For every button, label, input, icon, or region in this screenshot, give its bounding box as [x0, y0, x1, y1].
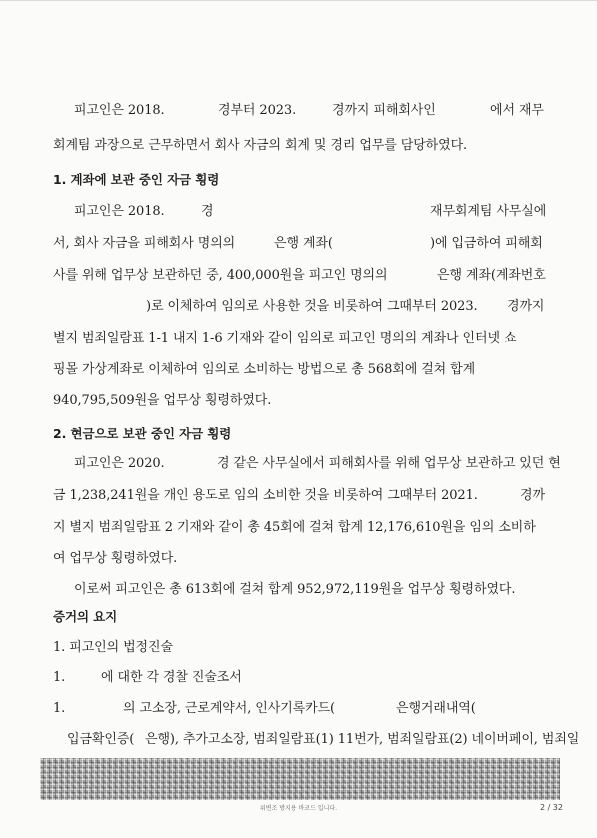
evidence-item-1	[53, 640, 173, 656]
text: 피고인은 2018.	[74, 103, 165, 118]
sec2-line-2a	[53, 488, 478, 504]
sec1-line-2a	[53, 236, 235, 252]
evidence-item-3c	[396, 701, 476, 717]
text: 경까	[520, 488, 545, 503]
barcode-caption: 위변조 방지용 바코드 입니다.	[259, 805, 338, 812]
page-number: 2 / 32	[539, 803, 563, 812]
text: 사를 위해 업무상 보관하던 중, 400,000원을 피고인 명의의	[53, 268, 388, 283]
sec2-line-1b	[217, 456, 561, 472]
intro-line-1c	[332, 103, 436, 119]
sec1-line-3b	[437, 268, 546, 284]
text: 1. 피고인의 법정진술	[53, 640, 173, 655]
text: 핑몰 가상계좌로 이체하여 임의로 소비하는 방법으로 총 568회에 걸쳐 합계	[53, 362, 476, 377]
text: 경까지 피해회사인	[332, 103, 436, 118]
text: 서, 회사 자금을 피해회사 명의의	[53, 236, 236, 251]
text: 경부터 2023.	[218, 103, 297, 118]
evidence-item-3-num	[53, 701, 65, 717]
text: 재무회계팀 사무실에	[430, 204, 547, 219]
sec1-line-3a	[53, 268, 387, 284]
text: 은행 계좌(계좌번호	[437, 268, 546, 283]
scan-edge	[0, 0, 597, 1]
sec1-line-2c	[430, 236, 543, 252]
text: 금 1,238,241원을 개인 용도로 임의 소비한 것을 비롯하여 그때부터 2021.	[53, 488, 478, 503]
text: 피고인은 2018.	[74, 204, 165, 219]
text: 입금확인증(	[67, 732, 135, 747]
evidence-heading	[53, 609, 117, 625]
intro-line-1d	[490, 103, 544, 119]
text: 증거의 요지	[53, 609, 118, 624]
sec1-line-2b	[274, 236, 333, 252]
sec1-line-1c	[430, 204, 546, 220]
text: 경 같은 사무실에서 피해회사를 위해 업무상 보관하고 있던 현	[217, 456, 561, 471]
sec1-line-5	[53, 331, 516, 347]
evidence-item-2	[101, 670, 242, 686]
text: 경	[201, 204, 214, 219]
text: 별지 범죄일람표 1-1 내지 1-6 기재와 같이 임의로 피고인 명의의 계좌나 인터넷 쇼	[53, 331, 517, 346]
text: 은행), 추가고소장, 범죄일람표(1) 11번가, 범죄일람표(2) 네이버페이, 범죄일	[145, 732, 580, 747]
sec2-line-2b	[520, 488, 545, 504]
sec2-line-3	[53, 520, 536, 536]
sec2-line-1a	[74, 456, 165, 472]
sec1-line-6	[53, 362, 475, 378]
text: 1.	[53, 670, 66, 685]
text: 에서 재무	[490, 103, 544, 118]
intro-line-2	[53, 138, 467, 154]
text: 은행 계좌(	[274, 236, 333, 251]
text: )에 입금하여 피해회	[430, 236, 543, 251]
text: )로 이체하여 임의로 사용한 것을 비롯하여 그때부터 2023.	[146, 299, 478, 314]
text: 지 별지 범죄일람표 2 기재와 같이 총 45회에 걸쳐 합계 12,176,610원을 임의 소비하	[53, 520, 536, 535]
sec1-line-4a	[146, 299, 478, 315]
text: 에 대한 각 경찰 진술조서	[101, 670, 242, 685]
text: 은행거래내역(	[396, 701, 476, 716]
intro-line-1	[74, 103, 165, 119]
text: 1.	[53, 701, 66, 716]
evidence-item-2-num	[53, 670, 65, 686]
text: 이로써 피고인은 총 613회에 걸쳐 합계 952,972,119원을 업무상 횡령하였다.	[74, 582, 516, 597]
evidence-item-4b	[145, 732, 579, 748]
text: 2. 현금으로 보관 중인 자금 횡령	[53, 426, 232, 441]
text: 회계팀 과장으로 근무하면서 회사 자금의 회계 및 경리 업무를 담당하였다.	[53, 138, 468, 153]
evidence-item-3	[123, 701, 335, 717]
section-2-heading	[53, 426, 231, 442]
text: 의 고소장, 근로계약서, 인사기록카드(	[123, 701, 336, 716]
text: 1. 계좌에 보관 중인 자금 횡령	[53, 172, 220, 187]
intro-line-1b	[218, 103, 296, 119]
sec1-line-7	[53, 393, 271, 409]
sec1-line-4b	[507, 299, 544, 315]
section-1-heading	[53, 172, 219, 188]
sec1-line-1b	[201, 204, 213, 220]
anti-forgery-barcode	[40, 758, 560, 800]
text: 여 업무상 횡령하였다.	[53, 551, 178, 566]
evidence-item-4a	[67, 732, 134, 748]
sec2-line-4	[53, 551, 177, 567]
text: 경까지	[507, 299, 545, 314]
summary-line	[74, 582, 515, 598]
sec1-line-1a	[74, 204, 165, 220]
text: 940,795,509원을 업무상 횡령하였다.	[53, 393, 272, 408]
text: 피고인은 2020.	[74, 456, 165, 471]
